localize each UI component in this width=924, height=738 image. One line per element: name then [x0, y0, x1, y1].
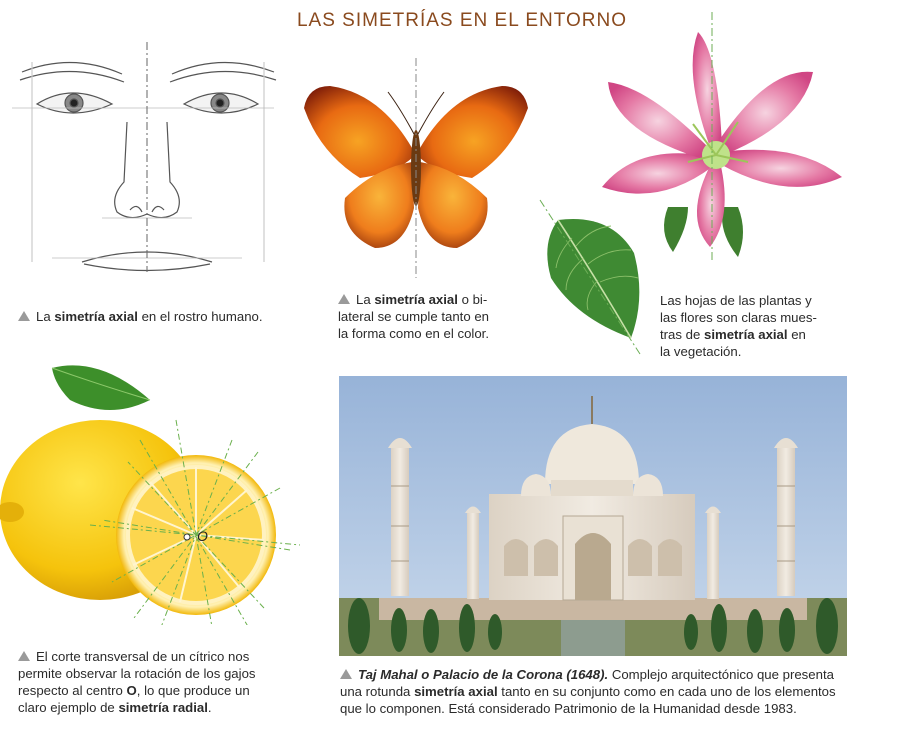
leaf-image [536, 198, 646, 356]
taj-caption-l2-pre: una rotunda [340, 684, 415, 699]
taj-caption-l1-post: Complejo arquitectónico que presenta [608, 667, 834, 682]
leaf-caption [660, 292, 840, 360]
taj-caption-l3: que lo componen. Está considerado Patrimonio de la Humanidad desde 1983. [340, 701, 797, 716]
lemon-caption-l4-bold: simetría radial [118, 700, 208, 715]
lemon-caption-l3-post: , lo que produce un [136, 683, 250, 698]
butterfly-caption [338, 291, 538, 342]
leaf-caption-l3-bold: simetría axial [703, 327, 788, 342]
leaf-caption-l3-post: en [787, 327, 806, 342]
triangle-icon [18, 311, 30, 321]
leaf-caption-l1: Las hojas de las plantas y [660, 293, 812, 308]
lemon-caption-l4-pre: claro ejemplo de [18, 700, 119, 715]
leaf-caption-l2: las flores son claras mues- [660, 310, 817, 325]
face-caption-post: en el rostro humano. [137, 309, 263, 324]
taj-mahal-photo [339, 376, 847, 656]
lemon-caption-l2: permite observar la rotación de los gajos [18, 666, 256, 681]
face-caption-pre: La [36, 309, 55, 324]
triangle-icon [340, 669, 352, 679]
lemon-caption-l3-pre: respecto al centro [18, 683, 127, 698]
butterfly-image [300, 58, 532, 278]
lemon-caption-l4-post: . [207, 700, 212, 715]
butterfly-caption-l3: la forma como en el color. [338, 326, 489, 341]
taj-caption-l1-bold: Taj Mahal o Palacio de la Corona (1648). [358, 667, 609, 682]
lemon-caption-l1: El corte transversal de un cítrico nos [36, 649, 250, 664]
leaf-caption-l3-pre: tras de [660, 327, 704, 342]
taj-caption-l2-bold: simetría axial [414, 684, 498, 699]
triangle-icon [18, 651, 30, 661]
face-sketch-image [12, 32, 284, 277]
butterfly-caption-l2: lateral se cumple tanto en [338, 309, 490, 324]
butterfly-caption-l1-post: o bi- [457, 292, 488, 307]
leaf-caption-l4: la vegetación. [660, 344, 742, 359]
butterfly-caption-l1-pre: La [356, 292, 375, 307]
page-title: LAS SIMETRÍAS EN EL ENTORNO [296, 10, 628, 31]
face-caption [18, 308, 298, 325]
butterfly-caption-l1-bold: simetría axial [374, 292, 458, 307]
taj-caption-l2-post: tanto en su conjunto como en cada uno de los elementos [497, 684, 836, 699]
lemon-caption-l3-bold: O [126, 683, 137, 698]
lemon-caption [18, 648, 318, 716]
triangle-icon [338, 294, 350, 304]
lemon-center-label: O [197, 528, 208, 544]
lemon-image [0, 360, 300, 625]
face-caption-bold: simetría axial [54, 309, 138, 324]
taj-caption [340, 666, 860, 717]
